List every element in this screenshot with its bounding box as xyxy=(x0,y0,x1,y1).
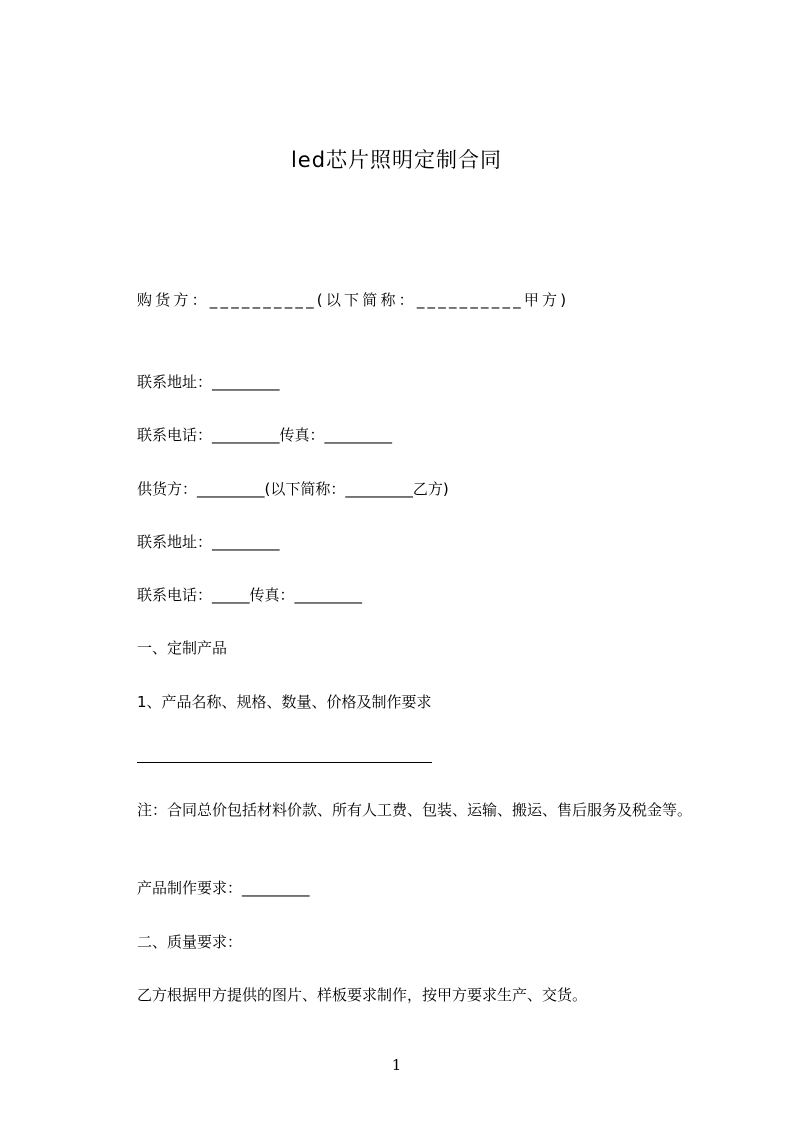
buyer-line: 购货方：__________(以下简称：__________甲方) xyxy=(137,291,570,309)
page-number: 1 xyxy=(391,1056,402,1074)
fill-in-rule xyxy=(137,762,432,763)
note-paragraph: 注：合同总价包括材料价款、所有人工费、包装、运输、搬运、售后服务及税金等。 xyxy=(137,801,693,819)
supplier-phone-fax: 联系电话：_____传真：_________ xyxy=(137,586,363,604)
item1-text: 1、产品名称、规格、数量、价格及制作要求 xyxy=(137,693,432,711)
supplier-line: 供货方：_________(以下简称：_________乙方) xyxy=(137,480,449,498)
product-requirements: 产品制作要求：_________ xyxy=(137,879,310,897)
section2-heading: 二、质量要求： xyxy=(137,933,243,951)
buyer-address: 联系地址：_________ xyxy=(137,373,280,391)
buyer-phone-fax: 联系电话：_________传真：_________ xyxy=(137,426,393,444)
quality-text: 乙方根据甲方提供的图片、样板要求制作，按甲方要求生产、交货。 xyxy=(137,986,588,1004)
document-title: led芯片照明定制合同 xyxy=(290,148,503,172)
supplier-address: 联系地址：_________ xyxy=(137,533,280,551)
section1-heading: 一、定制产品 xyxy=(137,639,228,657)
